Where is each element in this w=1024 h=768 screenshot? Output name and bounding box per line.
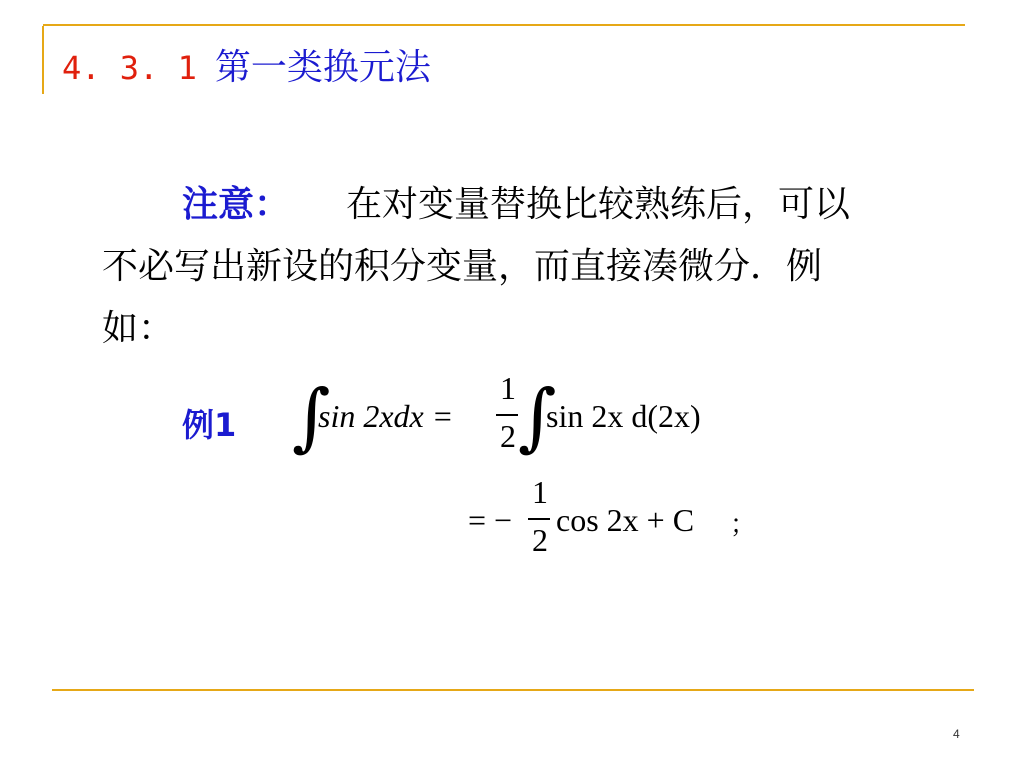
eq2-frac-denominator: 2 [532,522,548,558]
page-number: 4 [953,727,960,741]
eq2-rest: cos 2x + C [556,502,695,538]
eq1-right: sin 2x d(2x) [546,398,701,434]
eq1-frac-numerator: 1 [500,370,516,406]
paragraph-text-1: 在对变量替换比较熟练后，可以 [346,184,851,225]
left-rule [42,26,44,94]
slide-title [62,46,431,90]
paragraph-line-3: 如： [102,308,175,349]
eq1-left [318,398,453,435]
eq2-frac-numerator: 1 [532,474,548,510]
section-title: 第一类换元法 [214,47,431,88]
eq2-prefix: = − [468,502,513,538]
note-paragraph [102,174,902,360]
eq2-fraction-bar [528,518,550,520]
eq1-fraction-bar [496,414,518,416]
paragraph-line-2: 不必写出新设的积分变量，而直接凑微分．例 [102,246,823,287]
example-label: 例1 [182,406,237,444]
eq1-left-text: sin 2xdx = [318,398,454,434]
note-label: 注意： [182,184,291,225]
integral-sign-1: ∫ [292,374,331,460]
integral-sign-2: ∫ [518,374,557,460]
section-number: 4. 3. 1 [62,49,197,87]
bottom-rule [52,689,974,691]
eq2-end: ； [730,510,757,540]
paragraph-line-1 [102,174,902,236]
top-rule [43,24,965,26]
eq1-frac-denominator: 2 [500,418,516,454]
